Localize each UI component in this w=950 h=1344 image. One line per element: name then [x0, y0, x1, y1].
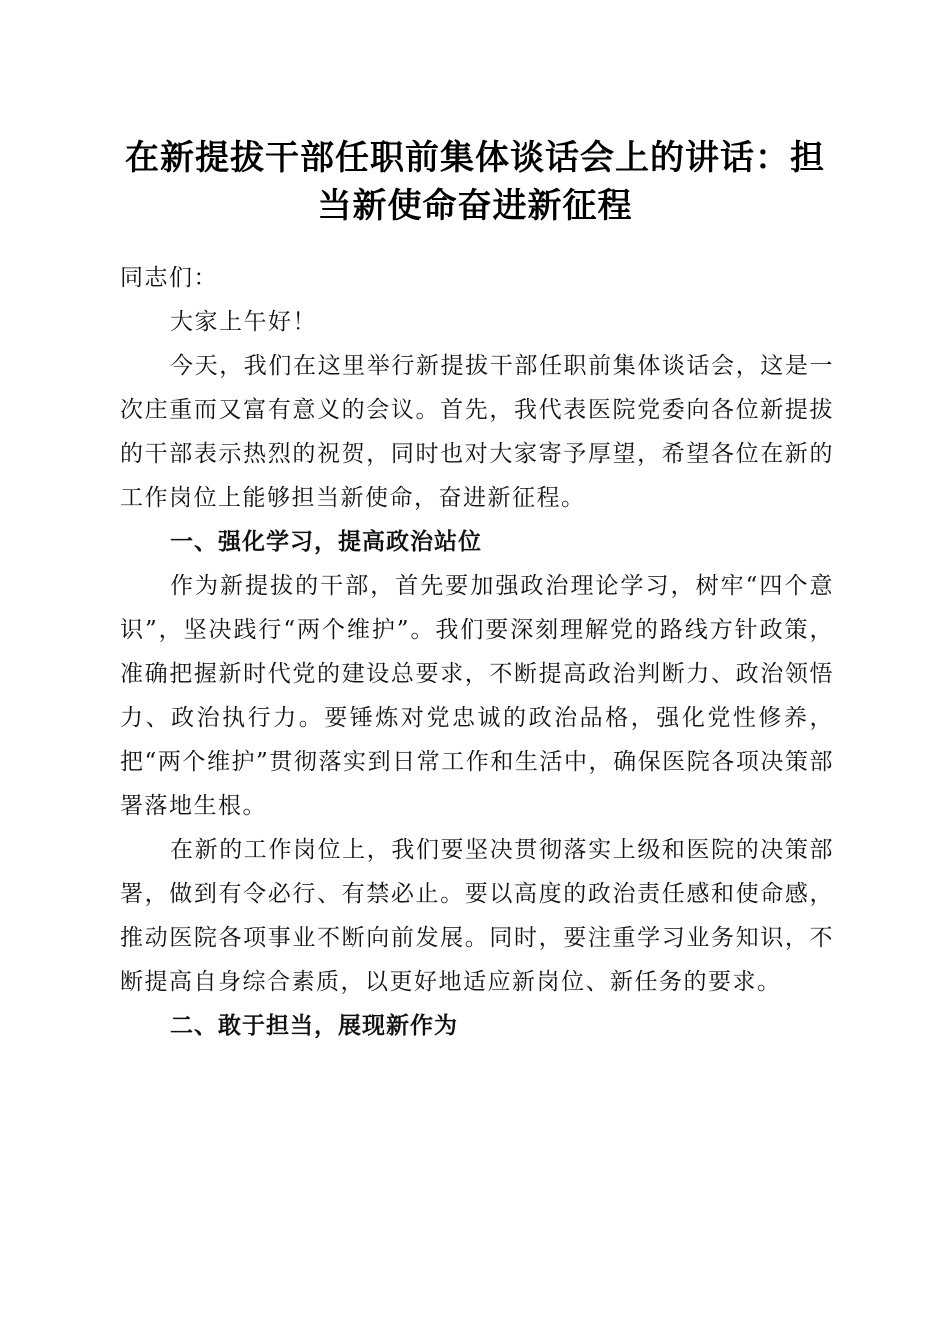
section-2-heading: 二、敢于担当，展现新作为	[170, 1013, 458, 1039]
salutation: 同志们：	[120, 265, 218, 291]
intro-paragraph: 今天，我们在这里举行新提拔干部任职前集体谈话会，这是一次庄重而又富有意义的会议。首先，我代表医院党委向各位新提拔的干部表示热烈的祝贺，同时也对大家寄予厚望，希望各位在新的工作岗位上能够担当新使命，奋进新征程。	[120, 353, 834, 511]
section-1-paragraph-1: 作为新提拔的干部，首先要加强政治理论学习，树牢“四个意识”，坚决践行“两个维护”。我们要深刻理解党的路线方针政策，准确把握新时代党的建设总要求，不断提高政治判断力、政治领悟力、政治执行力。要锤炼对党忠诚的政治品格，强化党性修养，把“两个维护”贯彻落实到日常工作和生活中，确保医院各项决策部署落地生根。	[120, 573, 834, 819]
section-1-paragraph-2: 在新的工作岗位上，我们要坚决贯彻落实上级和医院的决策部署，做到有令必行、有禁必止。要以高度的政治责任感和使命感，推动医院各项事业不断向前发展。同时，要注重学习业务知识，不断提高自身综合素质，以更好地适应新岗位、新任务的要求。	[120, 837, 834, 995]
document-body	[120, 256, 834, 1048]
document-title: 在新提拔干部任职前集体谈话会上的讲话：担当新使命奋进新征程	[125, 138, 825, 226]
greeting: 大家上午好！	[170, 309, 317, 335]
section-1-heading: 一、强化学习，提高政治站位	[170, 529, 482, 555]
